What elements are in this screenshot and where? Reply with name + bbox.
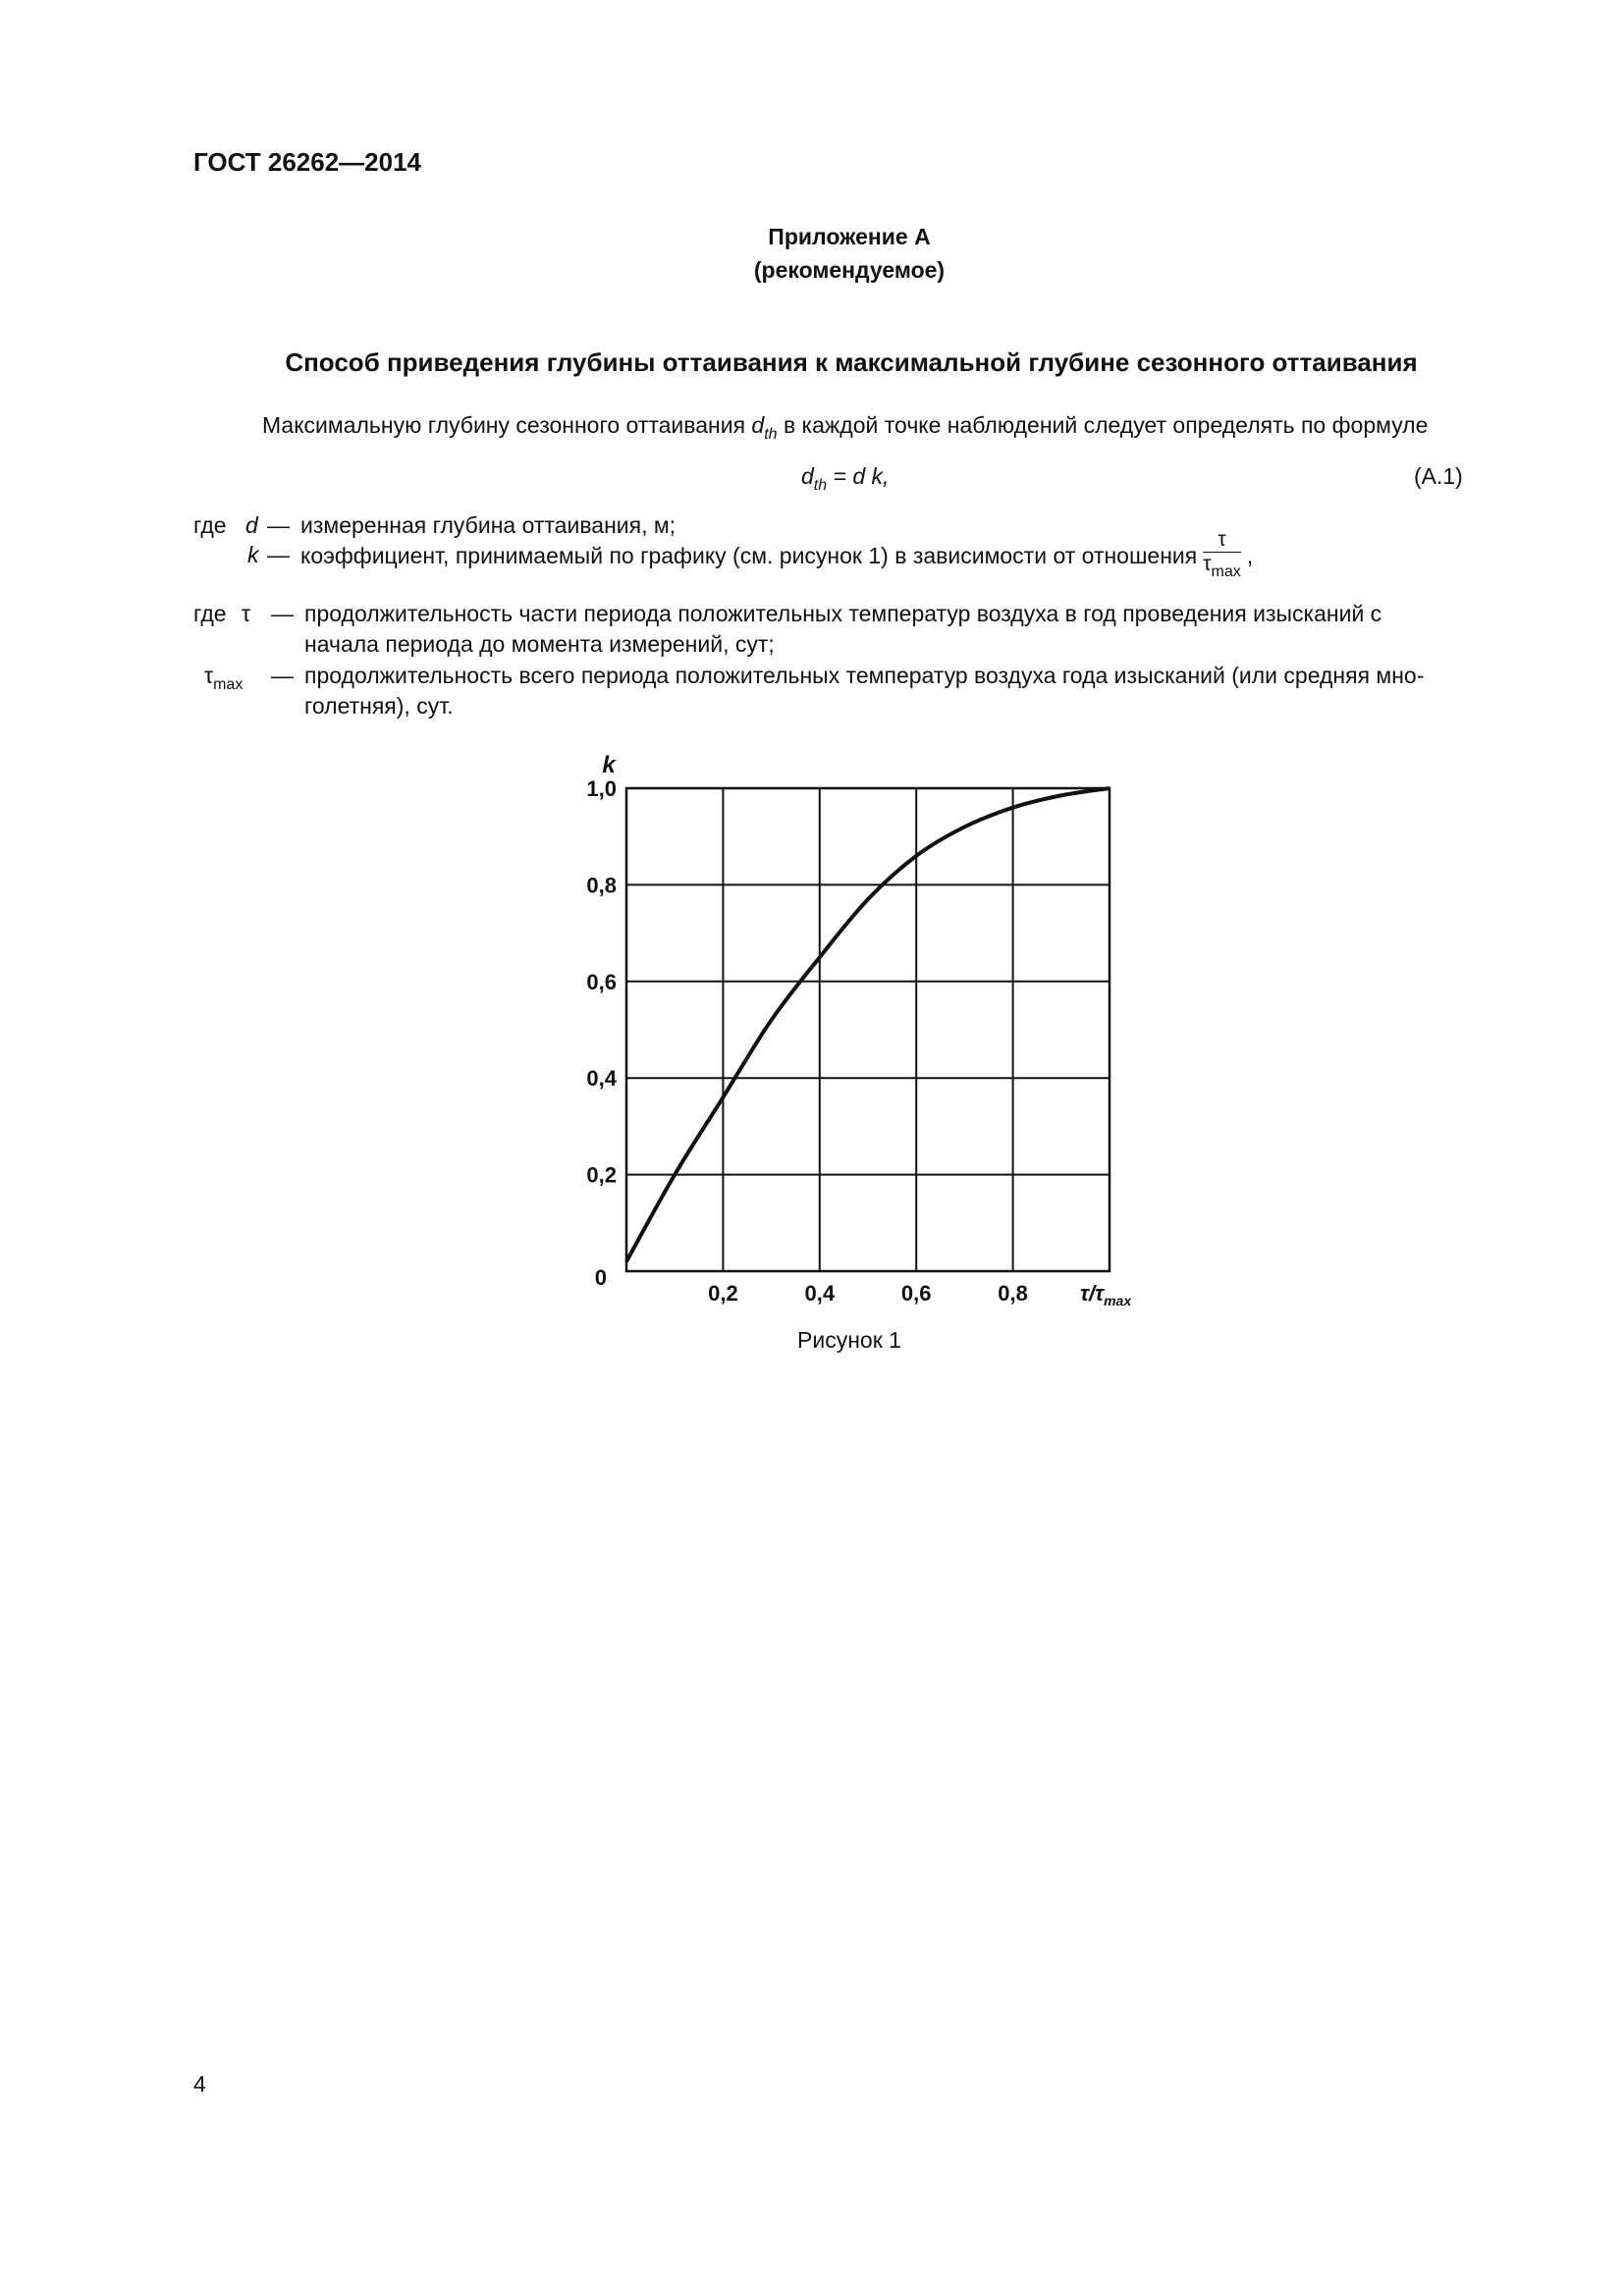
intro-paragraph [262, 412, 1428, 444]
def2-symbol-taumax-sub: max [213, 676, 244, 693]
para-var: d [751, 412, 765, 438]
def1-symbol-d: d [245, 512, 258, 538]
para-var-sub: th [764, 426, 778, 443]
x-tick-labels [708, 1281, 1028, 1306]
def1-dash-k: — [267, 542, 290, 567]
def1-text-d: измеренная глубина оттаивания, м; [300, 512, 677, 538]
def1-symbol-k: k [247, 542, 259, 567]
fraction-den-sub: max [1211, 563, 1241, 580]
def2-symbol-tau: τ [242, 601, 251, 626]
formula-rhs: = d k, [827, 463, 890, 489]
def2-dash-tau: — [271, 601, 294, 626]
figure-caption: Рисунок 1 [797, 1327, 901, 1353]
appendix-subtitle: (рекомендуемое) [753, 257, 946, 283]
section-title: Способ приведения глубины оттаивания к максимальной глубине сезонного оттаивания [285, 347, 1418, 377]
def2-text-tau-line2: начала периода до момента измерений, сут; [304, 631, 775, 657]
formula-lhs-sub: th [813, 477, 828, 494]
fraction-denominator [1203, 553, 1241, 584]
y-tick-labels [586, 776, 617, 1188]
x-tick-label: 0,2 [708, 1281, 738, 1306]
y-tick-label: 0,4 [586, 1066, 617, 1092]
def2-keyword: где [193, 601, 227, 626]
x-tick-label: 0,8 [998, 1281, 1028, 1306]
para-before: Максимальную глубину сезонного оттаивания [262, 412, 752, 438]
y-tick-label: 1,0 [586, 776, 617, 801]
y-tick-label: 0,2 [586, 1162, 617, 1188]
figure-chart [550, 736, 1139, 1315]
y-axis-label: k [602, 752, 616, 778]
x-tick-label: 0,4 [804, 1281, 836, 1306]
def1-text-k-body: коэффициент, принимаемый по графику (см. рисунок 1) в зависимости от отношения [300, 543, 1198, 568]
def2-symbol-taumax [204, 663, 243, 694]
chart-series-line [626, 788, 1110, 1261]
formula [801, 463, 889, 495]
origin-label: 0 [594, 1265, 607, 1290]
x-axis-label: $\tau/\tau_{max}$ [1080, 1281, 1132, 1308]
def1-text-k [300, 528, 1253, 584]
y-tick-label: 0,6 [586, 969, 617, 994]
def1-keyword: где [193, 512, 227, 538]
chart-grid [626, 788, 1110, 1271]
formula-lhs: d [801, 463, 814, 489]
tau-ratio-fraction [1203, 528, 1241, 584]
def1-text-k-tail: , [1246, 543, 1254, 568]
y-tick-label: 0,8 [586, 873, 617, 898]
x-tick-label: 0,6 [900, 1281, 932, 1306]
appendix-title: Приложение А [768, 224, 931, 249]
fraction-numerator: τ [1203, 528, 1241, 553]
document-header: ГОСТ 26262—2014 [193, 147, 421, 177]
chart-frame [626, 788, 1110, 1271]
equation-number: (А.1) [1414, 463, 1463, 489]
def2-text-taumax-line2: голетняя), сут. [304, 693, 454, 719]
def2-text-taumax-line1: продолжительность всего периода положительных температур воздуха года изысканий (или средняя мно- [304, 663, 1425, 688]
def1-dash-d: — [267, 512, 290, 538]
def2-dash-taumax: — [271, 663, 294, 688]
def2-symbol-taumax-main: τ [204, 663, 214, 688]
fraction-den-main: τ [1203, 553, 1212, 575]
page-number: 4 [193, 2071, 206, 2097]
def2-text-tau-line1: продолжительность части периода положительных температур воздуха в год проведения изысканий с [304, 601, 1382, 626]
para-after: в каждой точке наблюдений следует определять по формуле [777, 412, 1429, 438]
